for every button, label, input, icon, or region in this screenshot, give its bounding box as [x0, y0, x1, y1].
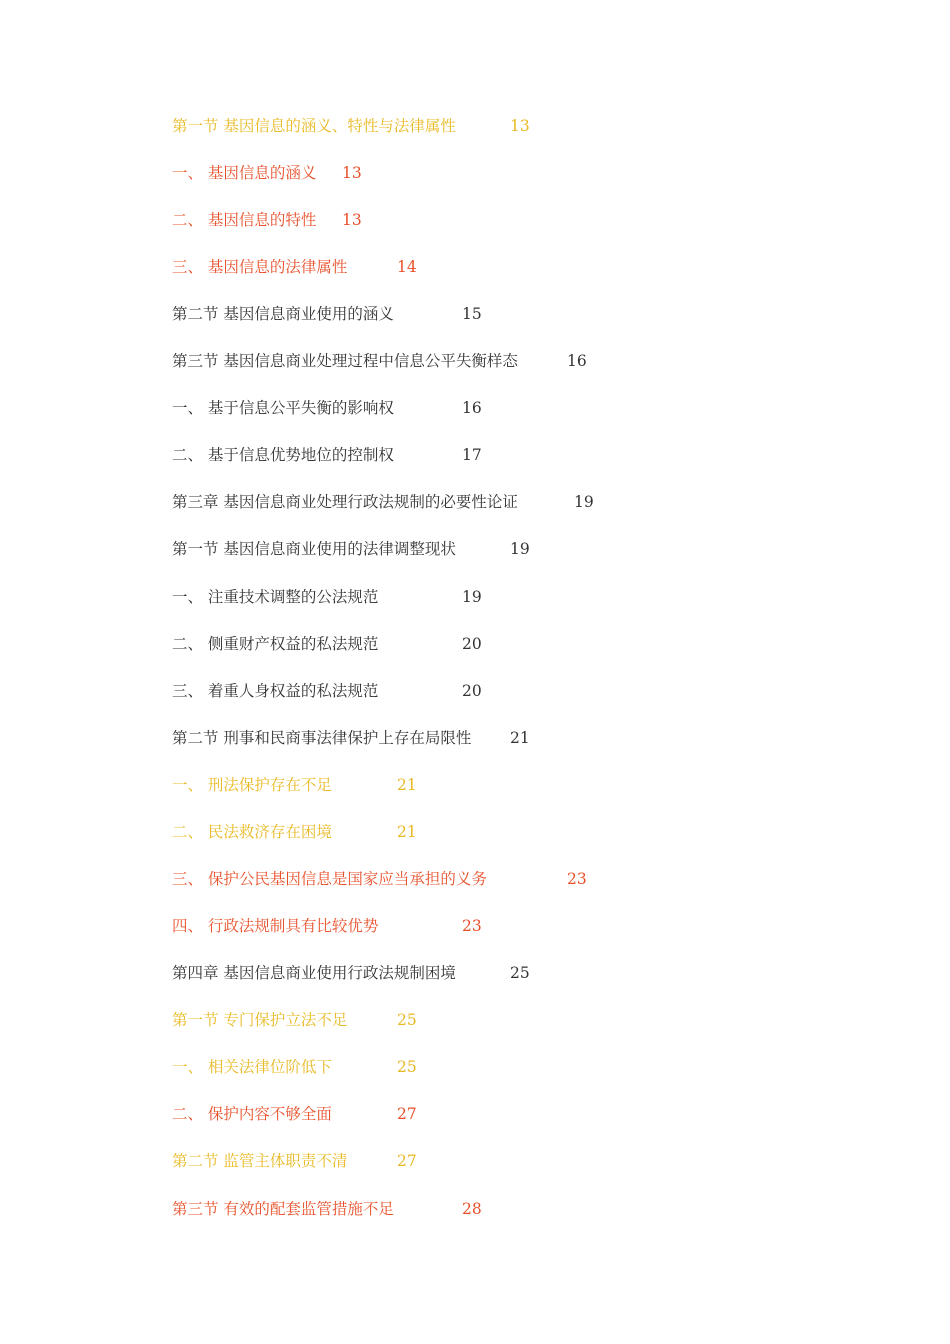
toc-entry-page-number: 13: [342, 211, 362, 229]
toc-entry-title: 三、 基因信息的法律属性: [172, 258, 348, 276]
toc-entry-title: 一、 刑法保护存在不足: [172, 776, 332, 794]
toc-entry-title: 二、 民法救济存在困境: [172, 823, 332, 841]
toc-entry-title: 第三节 基因信息商业处理过程中信息公平失衡样态: [172, 352, 518, 370]
toc-entry-page-number: 25: [397, 1058, 417, 1076]
toc-entry-title: 二、 保护内容不够全面: [172, 1105, 332, 1123]
toc-entry-page-number: 17: [462, 446, 482, 464]
toc-entry-title: 一、 基于信息公平失衡的影响权: [172, 399, 394, 417]
toc-entry-page-number: 21: [510, 729, 530, 747]
toc-entry-page-number: 27: [397, 1105, 417, 1123]
toc-entry-title: 第二节 基因信息商业使用的涵义: [172, 305, 394, 323]
toc-entry-page-number: 25: [397, 1011, 417, 1029]
toc-entry-title: 一、 注重技术调整的公法规范: [172, 588, 379, 606]
toc-entry-title: 二、 基因信息的特性: [172, 211, 317, 229]
toc-entry-page-number: 23: [462, 917, 482, 935]
toc-entry-page-number: 15: [462, 305, 482, 323]
toc-entry-page-number: 20: [462, 682, 482, 700]
toc-entry-page-number: 25: [510, 964, 530, 982]
toc-entry-page-number: 28: [462, 1200, 482, 1218]
toc-entry-title: 三、 保护公民基因信息是国家应当承担的义务: [172, 870, 487, 888]
toc-entry-page-number: 19: [510, 540, 530, 558]
toc-entry-title: 三、 着重人身权益的私法规范: [172, 682, 379, 700]
toc-entry-page-number: 16: [462, 399, 482, 417]
toc-entry-title: 二、 侧重财产权益的私法规范: [172, 635, 379, 653]
toc-entry-page-number: 27: [397, 1152, 417, 1170]
toc-entry-page-number: 19: [574, 493, 594, 511]
toc-entry-title: 第二节 监管主体职责不清: [172, 1152, 348, 1170]
toc-entry-title: 第三节 有效的配套监管措施不足: [172, 1200, 394, 1218]
toc-entry-page-number: 16: [567, 352, 587, 370]
toc-entry-title: 一、 基因信息的涵义: [172, 164, 317, 182]
toc-entry-title: 四、 行政法规制具有比较优势: [172, 917, 379, 935]
toc-entry-page-number: 14: [397, 258, 417, 276]
toc-entry-page-number: 21: [397, 776, 417, 794]
toc-entry-page-number: 20: [462, 635, 482, 653]
toc-entry-title: 第三章 基因信息商业处理行政法规制的必要性论证: [172, 493, 518, 511]
toc-entry-page-number: 19: [462, 588, 482, 606]
toc-entry-page-number: 13: [510, 117, 530, 135]
toc-entry-title: 第四章 基因信息商业使用行政法规制困境: [172, 964, 456, 982]
toc-entry-title: 第一节 专门保护立法不足: [172, 1011, 348, 1029]
toc-entry-title: 二、 基于信息优势地位的控制权: [172, 446, 394, 464]
toc-entry-page-number: 21: [397, 823, 417, 841]
toc-entry-title: 第一节 基因信息商业使用的法律调整现状: [172, 540, 456, 558]
toc-entry-title: 一、 相关法律位阶低下: [172, 1058, 332, 1076]
toc-entry-title: 第一节 基因信息的涵义、特性与法律属性: [172, 117, 456, 135]
toc-entry-title: 第二节 刑事和民商事法律保护上存在局限性: [172, 729, 472, 747]
toc-entry-page-number: 23: [567, 870, 587, 888]
toc-entry-page-number: 13: [342, 164, 362, 182]
